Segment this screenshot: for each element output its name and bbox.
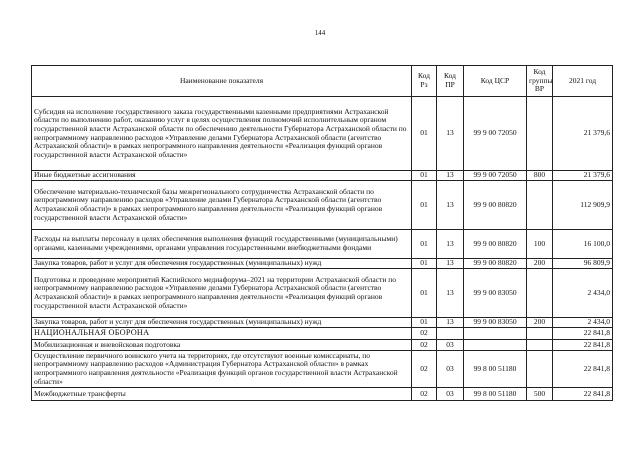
row-amount: 21 379,6 [553, 171, 613, 181]
row-amount: 2 434,0 [553, 318, 613, 328]
row-amount: 22 841,8 [553, 340, 613, 351]
row-vr [527, 351, 553, 388]
row-amount: 22 841,8 [553, 328, 613, 340]
row-pr: 13 [437, 269, 464, 318]
row-name: Закупка товаров, работ и услуг для обеспечения государственных (муниципальных) нужд [32, 318, 412, 328]
row-vr: 200 [527, 318, 553, 328]
row-csr: 99 9 00 80820 [464, 259, 527, 269]
row-amount: 22 841,8 [553, 388, 613, 401]
row-csr: 99 9 00 83050 [464, 318, 527, 328]
row-vr: 800 [527, 171, 553, 181]
row-rz: 02 [412, 388, 437, 401]
row-rz: 01 [412, 318, 437, 328]
row-rz: 02 [412, 340, 437, 351]
table-row [32, 171, 613, 181]
row-rz: 01 [412, 171, 437, 181]
header-vr: Код группы ВР [527, 66, 553, 97]
row-rz: 01 [412, 97, 437, 171]
row-amount: 16 100,0 [553, 230, 613, 259]
row-name: Подготовка и проведение мероприятий Каспийского медиафорума–2021 на территории Астраханской области по непрограммному направлению расходов «Управление делами Губернатора Астраханской области (агентство Астраханской области)» в рамках непрограммного направления деятельности «Реализация функций органов государственной власти Астраханской области» [32, 269, 412, 318]
header-pr: Код ПР [437, 66, 464, 97]
page-number: 144 [314, 29, 326, 37]
table-row [32, 181, 613, 230]
header-rz: Код Рз [412, 66, 437, 97]
table-row [32, 340, 613, 351]
row-pr: 13 [437, 97, 464, 171]
row-name: НАЦИОНАЛЬНАЯ ОБОРОНА [32, 328, 412, 340]
row-csr [464, 328, 527, 340]
row-rz: 01 [412, 259, 437, 269]
table-row [32, 269, 613, 318]
budget-table [31, 65, 613, 401]
row-csr: 99 8 00 51180 [464, 351, 527, 388]
row-vr: 500 [527, 388, 553, 401]
row-name: Обеспечение материально-технической базы межрегионального сотрудничества Астраханской области по непрограммному направлению расходов «Управление делами Губернатора Астраханской области (агентство Астраханской области)» в рамках непрограммного направления деятельности «Реализация функций органов государственной власти Астраханской области» [32, 181, 412, 230]
table-row [32, 328, 613, 340]
row-pr: 13 [437, 318, 464, 328]
row-name: Иные бюджетные ассигнования [32, 171, 412, 181]
row-rz: 01 [412, 269, 437, 318]
row-csr: 99 9 00 80820 [464, 230, 527, 259]
row-rz: 01 [412, 181, 437, 230]
row-amount: 2 434,0 [553, 269, 613, 318]
table-row [32, 97, 613, 171]
table-row [32, 388, 613, 401]
row-amount: 96 809,9 [553, 259, 613, 269]
row-csr: 99 9 00 83050 [464, 269, 527, 318]
row-csr: 99 9 00 72050 [464, 171, 527, 181]
table-row [32, 230, 613, 259]
row-csr: 99 9 00 72050 [464, 97, 527, 171]
row-vr [527, 328, 553, 340]
row-rz: 02 [412, 351, 437, 388]
row-pr: 03 [437, 340, 464, 351]
header-row [32, 66, 613, 97]
row-vr [527, 97, 553, 171]
header-name: Наименование показателя [32, 66, 412, 97]
header-year: 2021 год [553, 66, 613, 97]
row-pr [437, 328, 464, 340]
row-pr: 13 [437, 171, 464, 181]
row-amount: 22 841,8 [553, 351, 613, 388]
row-name: Расходы на выплаты персоналу в целях обеспечения выполнения функций государственными (муниципальными) органами, казенными учреждениями, органами управления государственными внебюджетными фондами [32, 230, 412, 259]
row-pr: 13 [437, 181, 464, 230]
header-csr: Код ЦСР [464, 66, 527, 97]
table-row [32, 259, 613, 269]
row-rz: 02 [412, 328, 437, 340]
row-name: Мобилизационная и вневойсковая подготовка [32, 340, 412, 351]
table-row [32, 318, 613, 328]
row-csr: 99 9 00 80820 [464, 181, 527, 230]
row-pr: 03 [437, 351, 464, 388]
row-pr: 03 [437, 388, 464, 401]
row-csr: 99 8 00 51180 [464, 388, 527, 401]
row-name: Субсидия на исполнение государственного заказа государственными казенными предприятиями Астраханской области по выполнению работ, оказанию услуг в целях осуществления полномочий исполнительным органом государственной власти Астраханской области по обеспечению деятельности Губернатора Астраханской области по непрограммному направлению расходов «Управление делами Губернатора Астраханской области (агентство Астраханской области)» в рамках непрограммного направления деятельности «Реализация функций органов государственной власти Астраханской области» [32, 97, 412, 171]
row-vr [527, 269, 553, 318]
row-vr [527, 340, 553, 351]
row-amount: 112 909,9 [553, 181, 613, 230]
row-pr: 13 [437, 259, 464, 269]
table-row [32, 351, 613, 388]
row-vr: 100 [527, 230, 553, 259]
row-name: Закупка товаров, работ и услуг для обеспечения государственных (муниципальных) нужд [32, 259, 412, 269]
row-vr: 200 [527, 259, 553, 269]
row-rz: 01 [412, 230, 437, 259]
row-amount: 21 379,6 [553, 97, 613, 171]
row-pr: 13 [437, 230, 464, 259]
row-vr [527, 181, 553, 230]
row-csr [464, 340, 527, 351]
row-name: Осуществление первичного воинского учета на территориях, где отсутствуют военные комиссариаты, по непрограммному направлению расходов «Администрация Губернатора Астраханской области» в рамках непрограммного направления деятельности «Реализация функций органов государственной власти Астраханской области» [32, 351, 412, 388]
row-name: Межбюджетные трансферты [32, 388, 412, 401]
